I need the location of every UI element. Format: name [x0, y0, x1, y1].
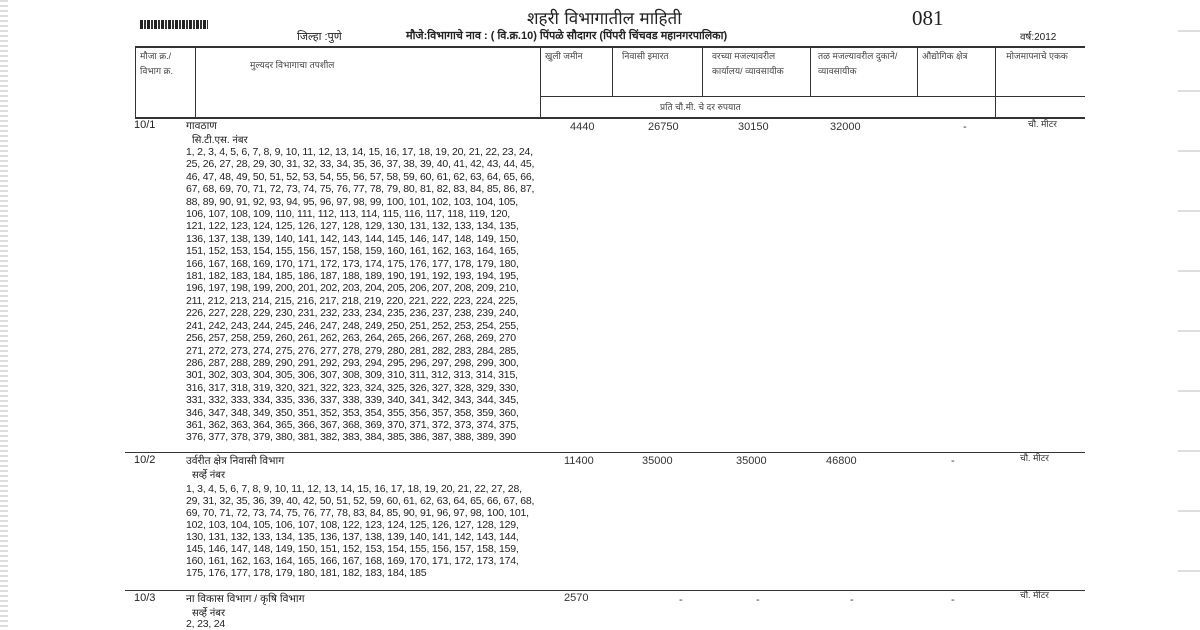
number-line: 29, 31, 32, 35, 36, 39, 40, 42, 50, 51, 52, 59, 60, 61, 62, 63, 64, 65, 66, 67, 68, [186, 495, 535, 507]
number-line: 130, 131, 132, 133, 134, 135, 136, 137, 138, 139, 140, 141, 142, 143, 144, [186, 531, 519, 543]
number-line: 121, 122, 123, 124, 125, 126, 127, 128, 129, 130, 131, 132, 133, 134, 135, [186, 220, 519, 233]
survey-number-list [186, 618, 225, 630]
col-office: वरच्या मजल्यावरील कार्यालय/ व्यावसायीक [712, 51, 784, 76]
shops-rate: 46800 [826, 455, 857, 467]
row-separator [125, 590, 1085, 591]
number-line: 226, 227, 228, 229, 230, 231, 232, 233, 234, 235, 236, 237, 238, 239, 240, [186, 307, 519, 320]
industrial-rate: - [951, 594, 955, 606]
survey-number-list [186, 483, 534, 579]
number-line: 2, 23, 24 [186, 618, 226, 630]
divider [612, 46, 613, 96]
col-residential: निवासी इमारत [622, 51, 669, 61]
number-line: 67, 68, 69, 70, 71, 72, 73, 74, 75, 76, 77, 78, 79, 80, 81, 82, 83, 84, 85, 86, 87, [186, 183, 535, 196]
scan-edge-right [1178, 0, 1200, 630]
row-name: ना विकास विभाग / कृषि विभाग [186, 593, 305, 605]
col-details: मुल्यदर विभागाचा तपशील [250, 60, 335, 70]
divider [540, 46, 541, 118]
col-shops: तळ मजल्यावरील दुकाने/ व्यावसायीक [818, 51, 898, 76]
row-id: 10/2 [134, 454, 156, 466]
number-line: 160, 161, 162, 163, 164, 165, 166, 167, 168, 169, 170, 171, 172, 173, 174, [186, 555, 519, 567]
number-label: सर्व्हे नंबर [192, 470, 226, 481]
shops-rate: 32000 [830, 121, 861, 133]
office-rate: 30150 [738, 121, 769, 133]
number-line: 46, 47, 48, 49, 50, 51, 52, 53, 54, 55, 56, 57, 58, 59, 60, 61, 62, 63, 64, 65, 66, [186, 170, 535, 183]
residential-rate: 26750 [648, 121, 679, 133]
open-land-rate: 2570 [564, 592, 589, 604]
number-line: 271, 272, 273, 274, 275, 276, 277, 278, 279, 280, 281, 282, 283, 284, 285, [186, 344, 519, 357]
open-land-rate: 4440 [570, 121, 595, 133]
year: वर्ष:2012 [1020, 32, 1057, 43]
office-rate: 35000 [736, 455, 767, 467]
number-line: 69, 70, 71, 72, 73, 74, 75, 76, 77, 78, 83, 84, 85, 90, 91, 96, 97, 98, 100, 101, [186, 507, 529, 519]
col-industrial: औद्योगिक क्षेत्र [922, 51, 968, 61]
number-line: 151, 152, 153, 154, 155, 156, 157, 158, 159, 160, 161, 162, 163, 164, 165, [186, 245, 519, 258]
row-name: गावठाण [186, 120, 217, 132]
page-number: 081 [912, 6, 944, 30]
open-land-rate: 11400 [564, 455, 594, 467]
number-line: 241, 242, 243, 244, 245, 246, 247, 248, 249, 250, 251, 252, 253, 254, 255, [186, 319, 519, 332]
number-line: 196, 197, 198, 199, 200, 201, 202, 203, 204, 205, 206, 207, 208, 209, 210, [186, 282, 519, 295]
number-line: 286, 287, 288, 289, 290, 291, 292, 293, 294, 295, 296, 297, 298, 299, 300, [186, 356, 519, 369]
number-line: 106, 107, 108, 109, 110, 111, 112, 113, 114, 115, 116, 117, 118, 119, 120, [186, 208, 511, 221]
divider [810, 46, 811, 96]
table-top-border [135, 46, 1085, 48]
office-rate: - [756, 594, 760, 606]
divider [540, 96, 1085, 97]
number-line: 145, 146, 147, 148, 149, 150, 151, 152, 153, 154, 155, 156, 157, 158, 159, [186, 543, 519, 555]
number-line: 331, 332, 333, 334, 335, 336, 337, 338, 339, 340, 341, 342, 343, 344, 345, [186, 394, 519, 407]
number-line: 102, 103, 104, 105, 106, 107, 108, 122, 123, 124, 125, 126, 127, 128, 129, [186, 519, 519, 531]
divider [135, 117, 1085, 119]
rate-note: प्रति चौ.मी. चे दर रुपयात [660, 102, 741, 112]
district: जिल्हा :पुणे [297, 31, 342, 43]
divider [135, 46, 136, 118]
page-title: शहरी विभागातील माहिती [527, 9, 682, 29]
unit: चौ. मीटर [1028, 119, 1057, 129]
divider [917, 46, 918, 96]
number-line: 376, 377, 378, 379, 380, 381, 382, 383, 384, 385, 386, 387, 388, 389, 390 [186, 431, 516, 444]
unit: चौ. मीटर [1020, 453, 1049, 463]
number-line: 166, 167, 168, 169, 170, 171, 172, 173, 174, 175, 176, 177, 178, 179, 180, [186, 257, 519, 270]
number-line: 1, 3, 4, 5, 6, 7, 8, 9, 10, 11, 12, 13, 14, 15, 16, 17, 18, 19, 20, 21, 22, 27, 28, [186, 483, 522, 495]
number-line: 136, 137, 138, 139, 140, 141, 142, 143, 144, 145, 146, 147, 148, 149, 150, [186, 232, 519, 245]
col-zone-no: मौजा क्र./ विभाग क्र. [140, 51, 173, 76]
divider [195, 46, 196, 118]
number-label: सि.टी.एस. नंबर [192, 135, 248, 146]
stamp-logo [140, 20, 208, 29]
number-line: 316, 317, 318, 319, 320, 321, 322, 323, 324, 325, 326, 327, 328, 329, 330, [186, 381, 519, 394]
row-separator [125, 452, 1085, 453]
village-name: मौजे:विभागाचे नाव : ( वि.क्र.10) पिंपळे सौदागर (पिंपरी चिंचवड महानगरपालिका) [406, 30, 728, 42]
cts-number-list [186, 146, 534, 444]
industrial-rate: - [951, 455, 955, 467]
number-line: 361, 362, 363, 364, 365, 366, 367, 368, 369, 370, 371, 372, 373, 374, 375, [186, 418, 519, 431]
number-line: 301, 302, 303, 304, 305, 306, 307, 308, 309, 310, 311, 312, 313, 314, 315, [186, 369, 518, 382]
shops-rate: - [850, 594, 854, 606]
number-line: 211, 212, 213, 214, 215, 216, 217, 218, 219, 220, 221, 222, 223, 224, 225, [186, 294, 518, 307]
divider [995, 46, 996, 118]
unit: चौ. मीटर [1020, 590, 1049, 600]
divider [702, 46, 703, 96]
row-id: 10/3 [134, 592, 156, 604]
number-line: 1, 2, 3, 4, 5, 6, 7, 8, 9, 10, 11, 12, 13, 14, 15, 16, 17, 18, 19, 20, 21, 22, 23, 24, [186, 146, 533, 158]
residential-rate: - [679, 594, 683, 606]
residential-rate: 35000 [642, 455, 673, 467]
number-line: 88, 89, 90, 91, 92, 93, 94, 95, 96, 97, 98, 99, 100, 101, 102, 103, 104, 105, [186, 195, 518, 208]
number-line: 181, 182, 183, 184, 185, 186, 187, 188, 189, 190, 191, 192, 193, 194, 195, [186, 270, 519, 283]
number-line: 256, 257, 258, 259, 260, 261, 262, 263, 264, 265, 266, 267, 268, 269, 270 [186, 332, 516, 345]
scan-edge-left [0, 0, 8, 630]
number-line: 25, 26, 27, 28, 29, 30, 31, 32, 33, 34, 35, 36, 37, 38, 39, 40, 41, 42, 43, 44, 45, [186, 158, 535, 171]
row-id: 10/1 [134, 119, 156, 131]
col-unit: मोजमापनाचे एकक [1006, 51, 1068, 61]
col-open-land: खुली जमीन [545, 51, 583, 61]
number-label: सर्व्हे नंबर [192, 608, 226, 619]
industrial-rate: - [963, 121, 967, 133]
row-name: उर्वरीत क्षेत्र निवासी विभाग [186, 455, 285, 467]
number-line: 346, 347, 348, 349, 350, 351, 352, 353, 354, 355, 356, 357, 358, 359, 360, [186, 406, 519, 419]
number-line: 175, 176, 177, 178, 179, 180, 181, 182, 183, 184, 185 [186, 567, 427, 579]
